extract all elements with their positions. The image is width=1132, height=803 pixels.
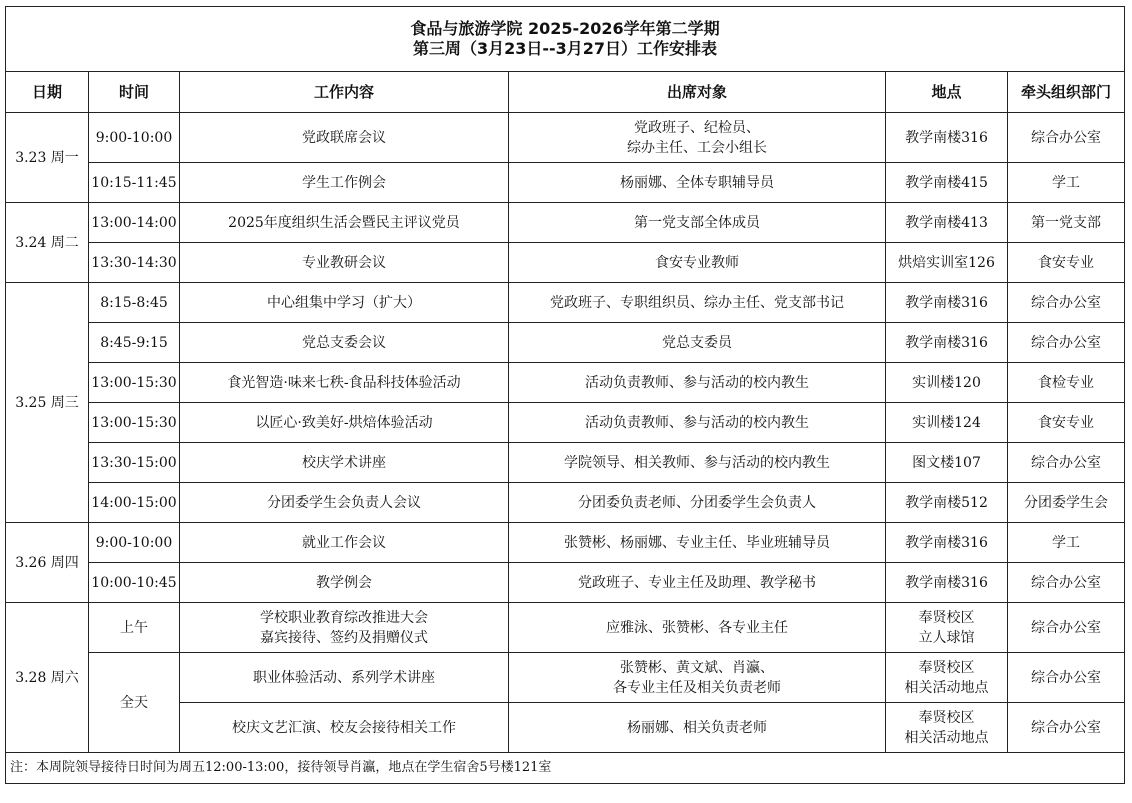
location-cell: 教学南楼316 <box>886 523 1008 563</box>
dept-cell: 综合办公室 <box>1008 113 1125 163</box>
attendees-cell: 活动负责教师、参与活动的校内教生 <box>509 363 886 403</box>
table-row <box>6 203 1125 243</box>
dept-cell: 综合办公室 <box>1008 703 1125 753</box>
time-cell: 上午 <box>89 603 180 653</box>
location-cell <box>886 603 1008 653</box>
content-cell: 以匠心·致美好-烘焙体验活动 <box>180 403 509 443</box>
time-cell: 9:00-10:00 <box>89 113 180 163</box>
attendees-cell: 第一党支部全体成员 <box>509 203 886 243</box>
location-cell <box>886 703 1008 753</box>
date-cell: 3.23 周一 <box>6 113 89 203</box>
content-cell: 就业工作会议 <box>180 523 509 563</box>
time-cell: 13:30-15:00 <box>89 443 180 483</box>
note-row <box>6 753 1125 784</box>
location-cell <box>886 653 1008 703</box>
location-cell: 烘焙实训室126 <box>886 243 1008 283</box>
location-cell: 教学南楼413 <box>886 203 1008 243</box>
table-row <box>6 563 1125 603</box>
table-row <box>6 283 1125 323</box>
location-line: 相关活动地点 <box>904 729 989 746</box>
attendees-cell: 党政班子、专职组织员、综办主任、党支部书记 <box>509 283 886 323</box>
attendees-cell <box>509 653 886 703</box>
title-line-2: 第三周（3月23日--3月27日）工作安排表 <box>412 39 718 58</box>
table-row <box>6 443 1125 483</box>
attendees-line: 综办主任、工会小组长 <box>627 139 767 156</box>
schedule-table <box>5 6 1125 784</box>
location-cell: 教学南楼316 <box>886 323 1008 363</box>
header-time: 时间 <box>89 72 180 113</box>
content-cell: 校庆文艺汇演、校友会接待相关工作 <box>180 703 509 753</box>
content-cell: 职业体验活动、系列学术讲座 <box>180 653 509 703</box>
content-line: 嘉宾接待、签约及捐赠仪式 <box>260 629 428 646</box>
attendees-cell: 党政班子、专业主任及助理、教学秘书 <box>509 563 886 603</box>
header-dept: 牵头组织部门 <box>1008 72 1125 113</box>
location-cell: 教学南楼316 <box>886 563 1008 603</box>
time-cell: 13:00-15:30 <box>89 403 180 443</box>
location-line: 立人球馆 <box>918 629 975 646</box>
attendees-cell: 杨丽娜、全体专职辅导员 <box>509 163 886 203</box>
attendees-cell: 活动负责教师、参与活动的校内教生 <box>509 403 886 443</box>
location-line: 相关活动地点 <box>904 679 989 696</box>
table-row <box>6 653 1125 703</box>
attendees-line: 张赞彬、黄文斌、肖瀛、 <box>620 659 774 676</box>
date-cell: 3.26 周四 <box>6 523 89 603</box>
table-row <box>6 603 1125 653</box>
attendees-cell: 杨丽娜、相关负责老师 <box>509 703 886 753</box>
header-date: 日期 <box>6 72 89 113</box>
location-cell: 教学南楼316 <box>886 283 1008 323</box>
dept-cell: 食检专业 <box>1008 363 1125 403</box>
table-row <box>6 523 1125 563</box>
table-title <box>6 7 1125 72</box>
time-cell: 14:00-15:00 <box>89 483 180 523</box>
attendees-cell: 学院领导、相关教师、参与活动的校内教生 <box>509 443 886 483</box>
dept-cell: 学工 <box>1008 523 1125 563</box>
attendees-cell: 张赞彬、杨丽娜、专业主任、毕业班辅导员 <box>509 523 886 563</box>
content-cell: 教学例会 <box>180 563 509 603</box>
header-row <box>6 72 1125 113</box>
date-cell: 3.28 周六 <box>6 603 89 753</box>
dept-cell: 综合办公室 <box>1008 653 1125 703</box>
table-row <box>6 113 1125 163</box>
date-cell: 3.24 周二 <box>6 203 89 283</box>
time-cell: 10:15-11:45 <box>89 163 180 203</box>
time-cell: 8:15-8:45 <box>89 283 180 323</box>
content-cell: 党总支委会议 <box>180 323 509 363</box>
content-cell: 党政联席会议 <box>180 113 509 163</box>
content-cell: 食光智造·味来七秩-食品科技体验活动 <box>180 363 509 403</box>
table-row <box>6 163 1125 203</box>
dept-cell: 综合办公室 <box>1008 603 1125 653</box>
time-cell: 全天 <box>89 653 180 753</box>
table-row <box>6 363 1125 403</box>
table-row <box>6 403 1125 443</box>
dept-cell: 综合办公室 <box>1008 563 1125 603</box>
dept-cell: 食安专业 <box>1008 243 1125 283</box>
attendees-cell: 应雅泳、张赞彬、各专业主任 <box>509 603 886 653</box>
dept-cell: 分团委学生会 <box>1008 483 1125 523</box>
dept-cell: 综合办公室 <box>1008 443 1125 483</box>
time-cell: 13:00-14:00 <box>89 203 180 243</box>
location-cell: 教学南楼415 <box>886 163 1008 203</box>
attendees-cell: 分团委负责老师、分团委学生会负责人 <box>509 483 886 523</box>
attendees-cell: 党总支委员 <box>509 323 886 363</box>
content-cell: 专业教研会议 <box>180 243 509 283</box>
time-cell: 8:45-9:15 <box>89 323 180 363</box>
attendees-line: 党政班子、纪检员、 <box>634 119 760 136</box>
content-cell: 学生工作例会 <box>180 163 509 203</box>
location-cell: 图文楼107 <box>886 443 1008 483</box>
footnote: 注：本周院领导接待日时间为周五12:00-13:00，接待领导肖瀛，地点在学生宿舍5号楼121室 <box>6 753 1125 784</box>
attendees-cell <box>509 113 886 163</box>
location-cell: 实训楼120 <box>886 363 1008 403</box>
content-cell <box>180 603 509 653</box>
location-line: 奉贤校区 <box>918 659 975 676</box>
content-cell: 中心组集中学习（扩大） <box>180 283 509 323</box>
location-cell: 教学南楼316 <box>886 113 1008 163</box>
time-cell: 10:00-10:45 <box>89 563 180 603</box>
location-cell: 教学南楼512 <box>886 483 1008 523</box>
table-row <box>6 243 1125 283</box>
title-line-1: 食品与旅游学院 2025-2026学年第二学期 <box>410 19 720 38</box>
time-cell: 13:30-14:30 <box>89 243 180 283</box>
dept-cell: 学工 <box>1008 163 1125 203</box>
attendees-cell: 食安专业教师 <box>509 243 886 283</box>
table-row <box>6 483 1125 523</box>
dept-cell: 食安专业 <box>1008 403 1125 443</box>
content-cell: 分团委学生会负责人会议 <box>180 483 509 523</box>
date-cell: 3.25 周三 <box>6 283 89 523</box>
content-cell: 校庆学术讲座 <box>180 443 509 483</box>
content-cell: 2025年度组织生活会暨民主评议党员 <box>180 203 509 243</box>
time-cell: 9:00-10:00 <box>89 523 180 563</box>
location-line: 奉贤校区 <box>918 709 975 726</box>
header-attendees: 出席对象 <box>509 72 886 113</box>
table-row <box>6 323 1125 363</box>
location-line: 奉贤校区 <box>918 609 975 626</box>
content-line: 学校职业教育综改推进大会 <box>260 609 428 626</box>
dept-cell: 第一党支部 <box>1008 203 1125 243</box>
dept-cell: 综合办公室 <box>1008 283 1125 323</box>
dept-cell: 综合办公室 <box>1008 323 1125 363</box>
time-cell: 13:00-15:30 <box>89 363 180 403</box>
attendees-line: 各专业主任及相关负责老师 <box>613 679 781 696</box>
header-content: 工作内容 <box>180 72 509 113</box>
location-cell: 实训楼124 <box>886 403 1008 443</box>
header-location: 地点 <box>886 72 1008 113</box>
